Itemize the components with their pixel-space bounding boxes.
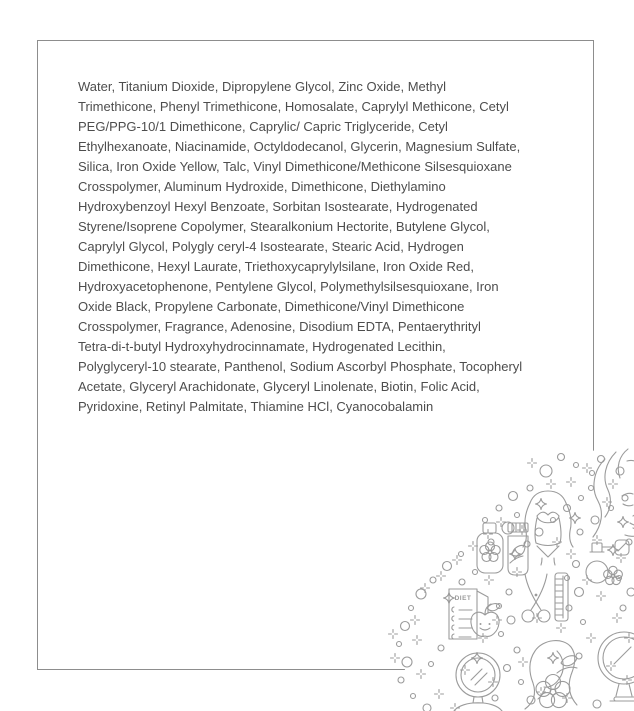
ingredients-line: Pyridoxine, Retinyl Palmitate, Thiamine HCl, Cyanocobalamin — [78, 399, 434, 414]
pattern-disc — [404, 444, 634, 711]
ingredients-line: Crosspolymer, Aluminum Hydroxide, Dimethicone, Diethylamino — [78, 179, 446, 194]
ingredients-line: Caprylyl Glycol, Polygly ceryl-4 Isostearate, Stearic Acid, Hydrogen — [78, 239, 464, 254]
ingredients-line: Hydroxybenzoyl Hexyl Benzoate, Sorbitan Isostearate, Hydrogenated — [78, 199, 478, 214]
ingredients-line: Acetate, Glyceryl Arachidonate, Glyceryl Linolenate, Biotin, Folic Acid, — [78, 379, 480, 394]
ingredients-line: PEG/PPG-10/1 Dimethicone, Caprylic/ Capric Triglyceride, Cetyl — [78, 119, 448, 134]
beauty-icons-illustration — [370, 411, 634, 711]
ingredients-line: Tetra-di-t-butyl Hydroxyhydrocinnamate, Hydrogenated Lecithin, — [78, 339, 446, 354]
ingredients-line: Oxide Black, Propylene Carbonate, Dimethicone/Vinyl Dimethicone — [78, 299, 465, 314]
ingredients-line: Polyglyceryl-10 stearate, Panthenol, Sodium Ascorbyl Phosphate, Tocopheryl — [78, 359, 523, 374]
ingredients-line: Dimethicone, Hexyl Laurate, Triethoxycaprylylsilane, Iron Oxide Red, — [78, 259, 474, 274]
ingredients-line: Ethylhexanoate, Niacinamide, Octyldodecanol, Glycerin, Magnesium Sulfate, — [78, 139, 521, 154]
ingredients-line: Crosspolymer, Fragrance, Adenosine, Disodium EDTA, Pentaerythrityl — [78, 319, 481, 334]
diet-label: DIET — [454, 595, 472, 602]
ingredients-text — [78, 77, 575, 417]
ingredients-line: Hydroxyacetophenone, Pentylene Glycol, Polymethylsilsesquioxane, Iron — [78, 279, 499, 294]
ingredients-line: Styrene/Isoprene Copolymer, Stearalkonium Hectorite, Butylene Glycol, — [78, 219, 490, 234]
ingredients-line: Trimethicone, Phenyl Trimethicone, Homosalate, Caprylyl Methicone, Cetyl — [78, 99, 509, 114]
ingredients-line: Silica, Iron Oxide Yellow, Talc, Vinyl Dimethicone/Methicone Silsesquioxane — [78, 159, 512, 174]
ingredients-line: Water, Titanium Dioxide, Dipropylene Glycol, Zinc Oxide, Methyl — [78, 79, 446, 94]
